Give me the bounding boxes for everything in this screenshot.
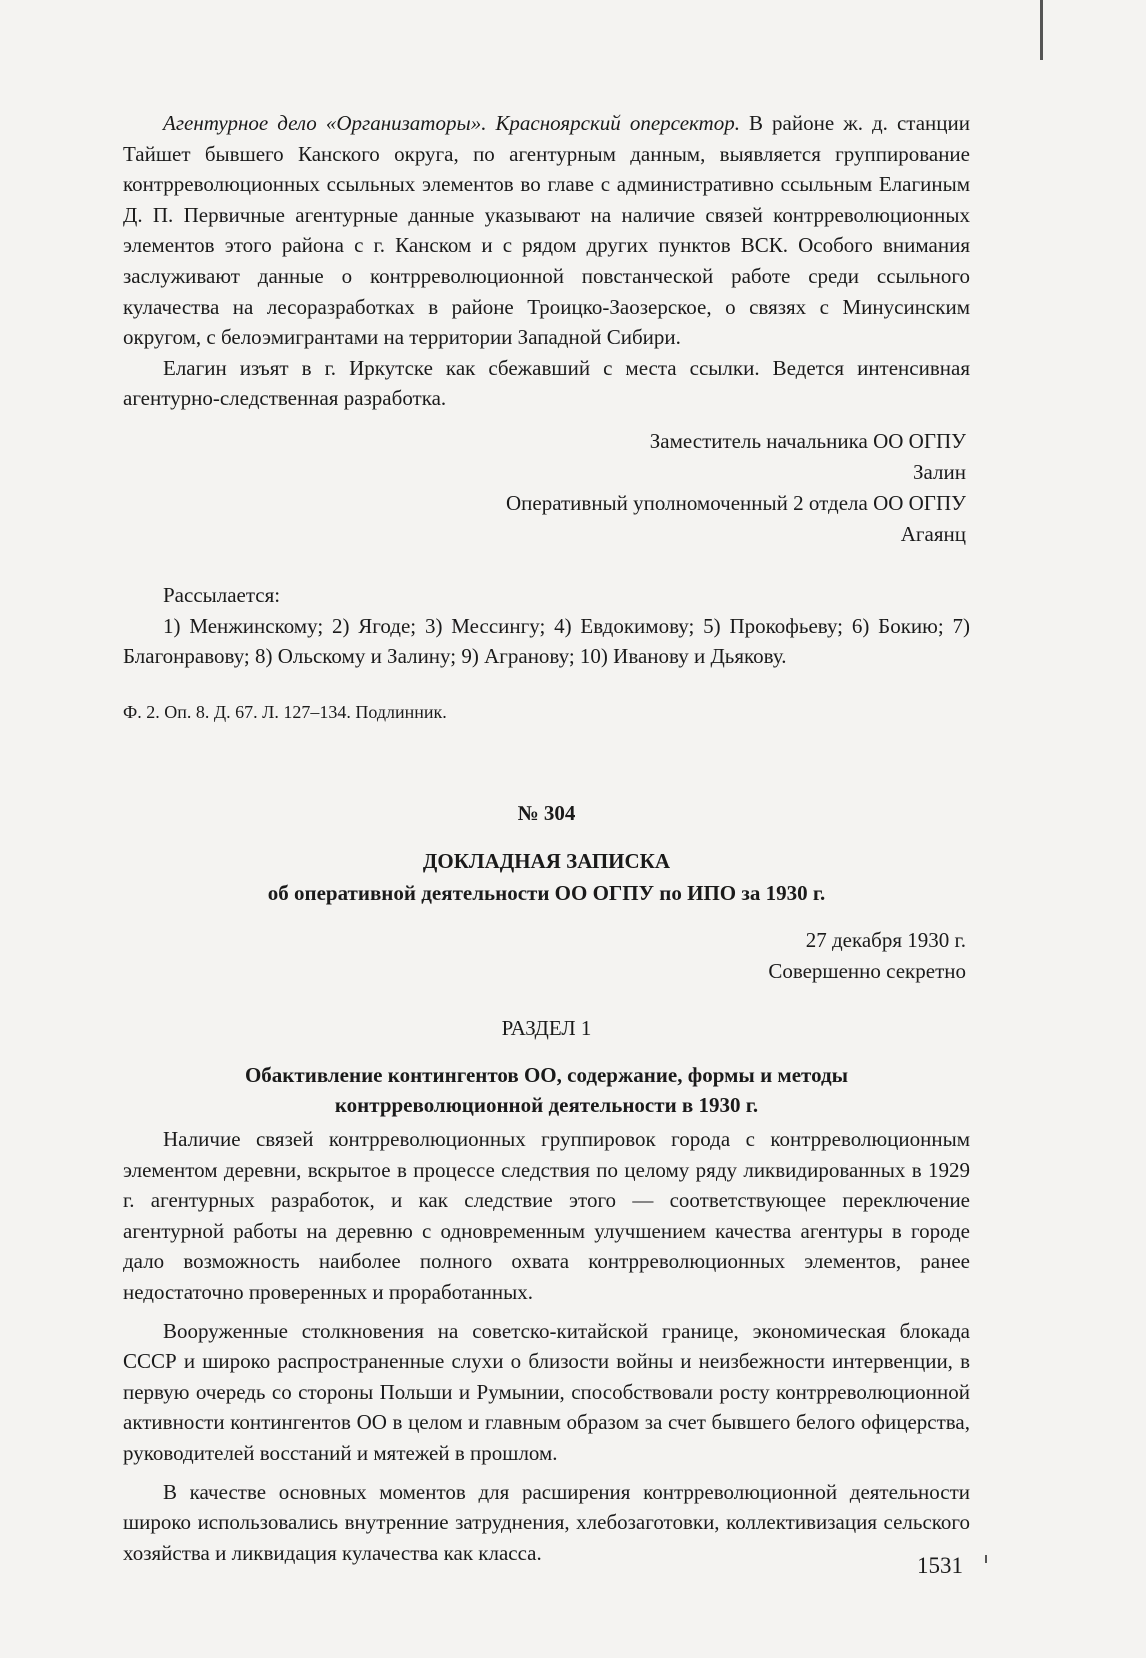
document-number: № 304 [517, 801, 576, 825]
secrecy-classification: Совершенно секретно [768, 959, 966, 983]
document-date: 27 декабря 1930 г. [805, 928, 966, 952]
archive-reference: Ф. 2. Оп. 8. Д. 67. Л. 127–134. Подлинник. [123, 702, 447, 722]
signature-deputy-name: Залин [913, 460, 966, 484]
case-title: Агентурное дело «Организаторы». Красноярский оперсектор. [163, 111, 740, 135]
body-paragraph-3: В качестве основных моментов для расширения контрреволюционной деятельности широко использовались внутренние затруднения, хлебозаготовки, коллективизация сельского хозяйства и ликвидация кулачества как класса. [123, 1479, 970, 1565]
signature-officer-title: Оперативный уполномоченный 2 отдела ОО ОГПУ [505, 491, 966, 515]
distribution-list: 1) Менжинскому; 2) Ягоде; 3) Мессингу; 4) Евдокимову; 5) Прокофьеву; 6) Бокию; 7) Благонравову; 8) Ольскому и Залину; 9) Агранову; 10) Иванову и Дьякову. [123, 613, 970, 669]
distribution-section [123, 580, 970, 672]
scan-dot-mark [985, 1555, 987, 1563]
body-paragraph-2: Вооруженные столкновения на советско-китайской границе, экономическая блокада СССР и широко распространенные слухи о близости войны и неизбежности интервенции, в первую очередь со стороны Польши и Румынии, способствовали росту контрреволюционной активности контингентов ОО в целом и главным образом за счет бывшего белого офицерства, руководителей восстаний и мятежей в прошлом. [123, 1318, 970, 1465]
intro-paragraph-1 [123, 108, 970, 353]
intro-paragraph-2: Елагин изъят в г. Иркутске как сбежавший с места ссылки. Ведется интенсивная агентурно-следственная разработка. [123, 355, 970, 411]
document-subtitle: об оперативной деятельности ОО ОГПУ по ИПО за 1930 г. [267, 881, 826, 905]
document-title: ДОКЛАДНАЯ ЗАПИСКА [422, 849, 671, 873]
body-paragraph-1: Наличие связей контрреволюционных группировок города с контрреволюционным элементом деревни, вскрытое в процессе следствия по целому ряду ликвидированных в 1929 г. агентурных разработок, и как следствие этого — соответствующее переключение агентурной работы на деревню с одновременным улучшением качества агентуры в городе дало возможность наиболее полного охвата контрреволюционных элементов, ранее недостаточно проверенных и проработанных. [123, 1127, 970, 1304]
scan-edge-mark [1040, 0, 1043, 60]
signature-deputy-title: Заместитель начальника ОО ОГПУ [649, 429, 966, 453]
section-title-line-2: контрреволюционной деятельности в 1930 г. [334, 1093, 759, 1117]
intro-section [123, 108, 970, 414]
intro-paragraph-1-text: В районе ж. д. станции Тайшет бывшего Канского округа, по агентурным данным, выявляется группирование контрреволюционных ссыльных элементов во главе с административно ссыльным Елагиным Д. П. Первичные агентурные данные указывают на наличие связей контрреволюционных элементов этого района с г. Канском и с рядом других пунктов ВСК. Особого внимания заслуживают данные о контрреволюционной повстанческой работе среди ссыльного кулачества на лесоразработках в районе Троицко-Заозерское, о связях с Минусинским округом, с белоэмигрантами на территории Западной Сибири. [123, 111, 970, 350]
section-title-line-1: Обактивление контингентов ОО, содержание, формы и методы [244, 1063, 849, 1087]
section-heading: РАЗДЕЛ 1 [501, 1016, 592, 1040]
body-section [123, 1124, 970, 1568]
distribution-label: Рассылается: [163, 583, 281, 607]
signature-officer-name: Агаянц [900, 522, 966, 546]
page-number: 1531 [917, 1553, 963, 1578]
